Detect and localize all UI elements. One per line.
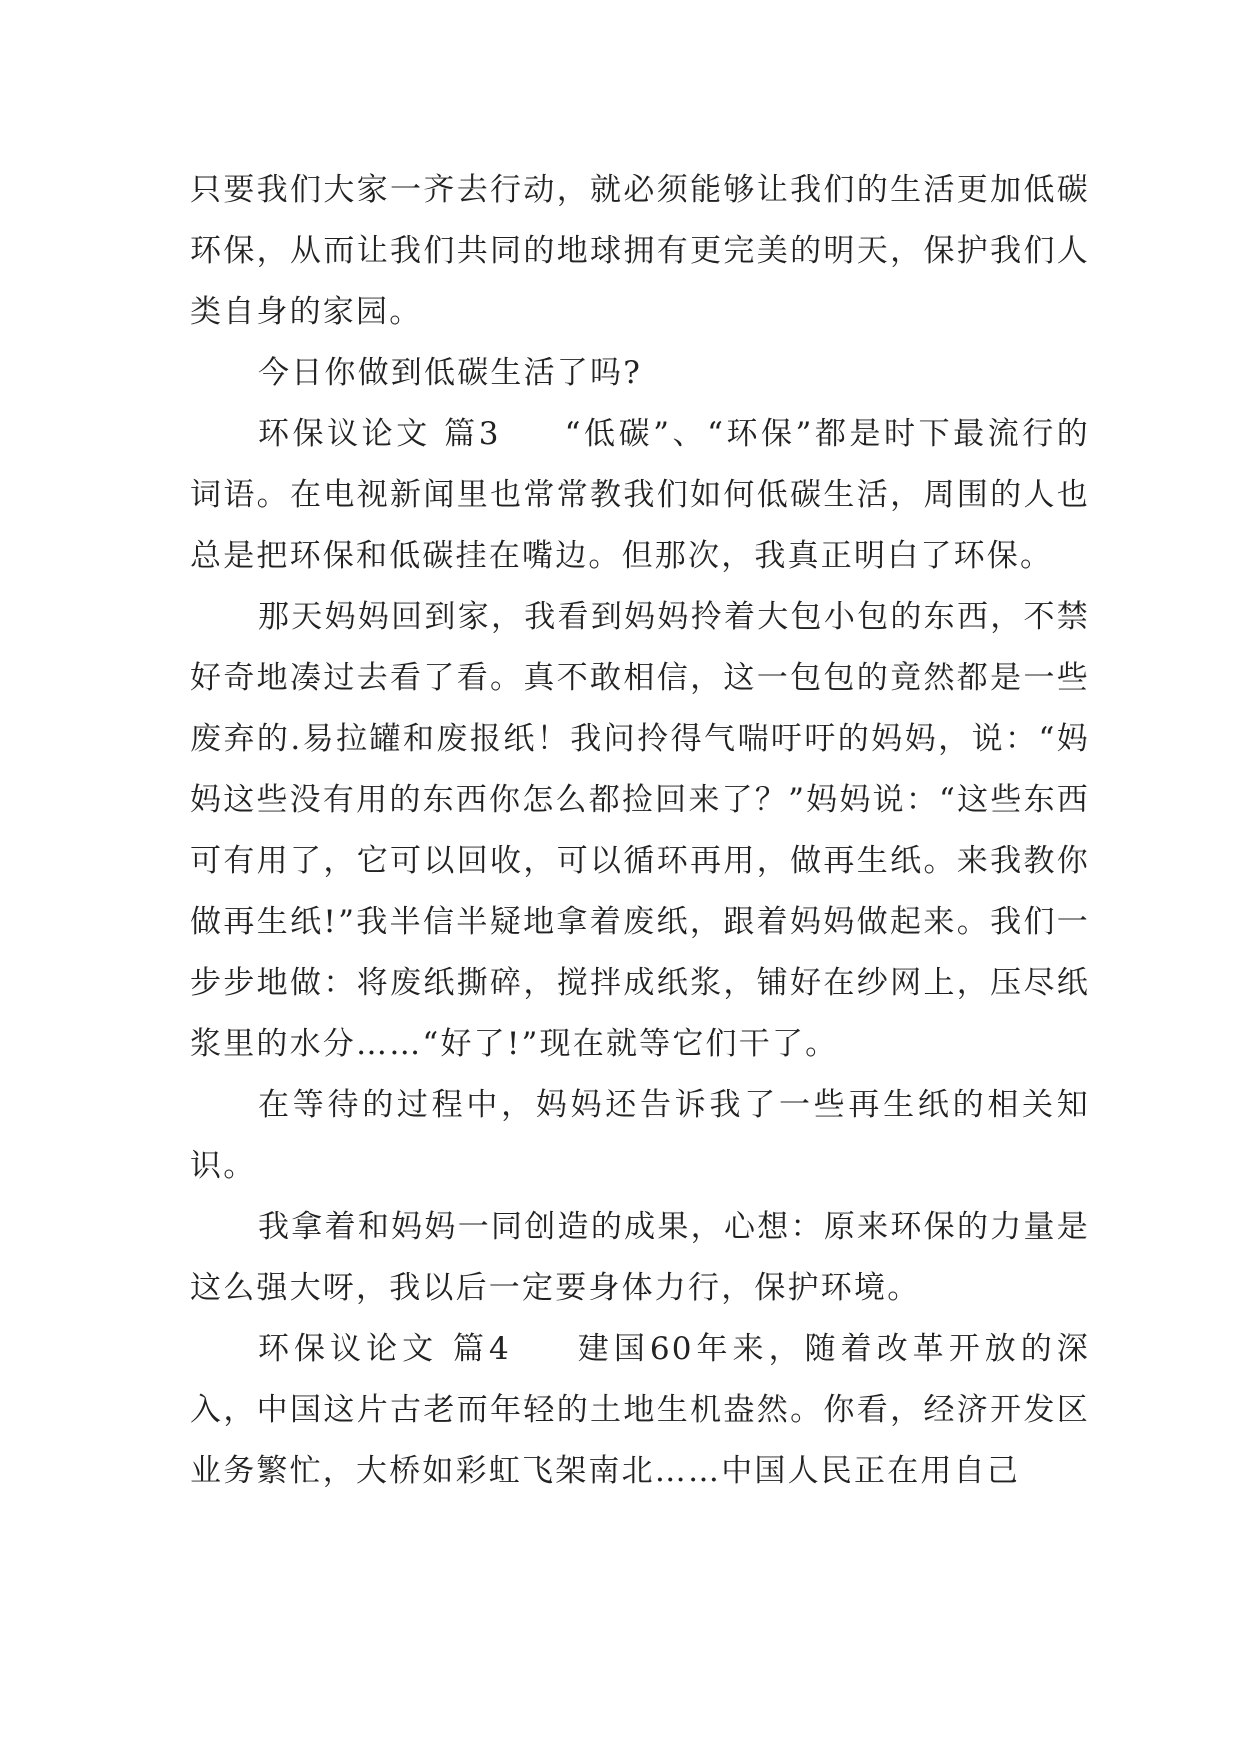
section-heading-3: 环保议论文 篇3 <box>258 416 501 452</box>
paragraph-4: 那天妈妈回到家，我看到妈妈拎着大包小包的东西，不禁好奇地凑过去看了看。真不敢相信，这一包包的竟然都是一些废弃的.易拉罐和废报纸！我问拎得气喘吁吁的妈妈，说：“妈妈这些没有用的东西你怎么都捡回来了？”妈妈说：“这些东西可有用了，它可以回收，可以循环再用，做再生纸。来我教你做再生纸!”我半信半疑地拿着废纸，跟着妈妈做起来。我们一步步地做：将废纸撕碎，搅拌成纸浆，铺好在纱网上，压尽纸浆里的水分……“好了!”现在就等它们干了。 <box>190 599 1090 1062</box>
paragraph-7 <box>190 1319 1090 1502</box>
paragraph-5: 在等待的过程中，妈妈还告诉我了一些再生纸的相关知识。 <box>190 1087 1090 1184</box>
paragraph-2: 今日你做到低碳生活了吗? <box>258 355 643 391</box>
paragraph-7-text: 建国60年来，随着改革开放的深入，中国这片古老而年轻的土地生机盎然。你看，经济开发区业务繁忙，大桥如彩虹飞架南北……中国人民正在用自己 <box>190 1331 1090 1489</box>
section-heading-4: 环保议论文 篇4 <box>258 1331 511 1367</box>
paragraph-1: 只要我们大家一齐去行动，就必须能够让我们的生活更加低碳环保，从而让我们共同的地球拥有更完美的明天，保护我们人类自身的家园。 <box>190 172 1090 330</box>
paragraph-6: 我拿着和妈妈一同创造的成果，心想：原来环保的力量是这么强大呀，我以后一定要身体力行，保护环境。 <box>190 1209 1090 1306</box>
paragraph-3-text: “低碳”、“环保”都是时下最流行的词语。在电视新闻里也常常教我们如何低碳生活，周围的人也总是把环保和低碳挂在嘴边。但那次，我真正明白了环保。 <box>190 416 1090 574</box>
paragraph-3 <box>190 404 1090 587</box>
document-body <box>190 160 1090 1502</box>
